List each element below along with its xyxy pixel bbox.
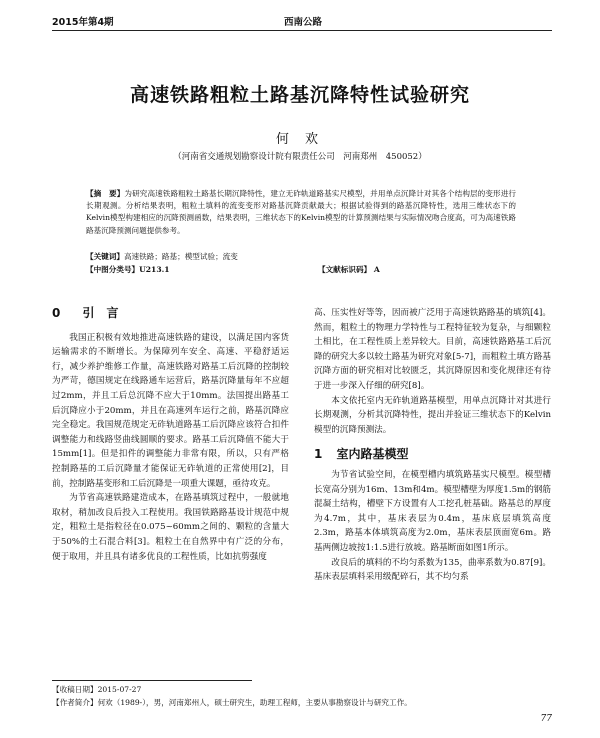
section-title: 引 言 (82, 306, 119, 320)
paragraph: 为节省试验空间，在模型槽内填筑路基实尺模型。模型槽长宽高分别为16m、13m和4m。模型槽壁为厚度1.5m的钢筋混凝土结构，槽壁下方设置有人工挖孔桩基础。路基总的厚度为4.7m，其中，基床表层为0.4m，基床底层填筑高度2.3m，路基本体填筑高度为2.0m，基床表层顶面宽6m。路基两侧边坡按1:1.5进行放坡。路基断面如图1所示。 (314, 469, 551, 553)
clc-label: 【中图分类号】 (86, 265, 140, 274)
keywords-label: 【关键词】 (86, 252, 124, 261)
abstract-label: 【摘 要】 (86, 189, 125, 198)
abstract-text: 为研究高速铁路粗粒土路基长期沉降特性，建立无砟轨道路基实尺模型，并用单点沉降计对其各个结构层的变形进行长期观测。分析结果表明，粗粒土填料的流变变形对路基沉降贡献最大；根据试验得到的路基沉降特性，选用三维状态下的Kelvin模型构建相应的沉降预测函数，结果表明，三维状态下的Kelvin模型的计算预测结果与实际情况吻合度高，可为高速铁路路基沉降预测问题提供参考。 (86, 189, 516, 235)
paper-author: 何 欢 (275, 132, 325, 147)
section-heading-introduction (52, 306, 289, 321)
doc-code-label: 【文献标识码】 (318, 265, 372, 274)
received-date (52, 684, 141, 695)
keywords-text: 高速铁路；路基；模型试验；流变 (123, 252, 238, 261)
journal-issue: 2015年第4期 (52, 17, 114, 28)
paragraph: 改良后的填料的不均匀系数为135，曲率系数为0.87[9]。基床表层填料采用级配碎石，其不均匀系 (314, 557, 551, 583)
author-bio-value: 何欢（1989-），男，河南郑州人，硕士研究生，助理工程师，主要从事勘察设计与研究工作。 (97, 698, 412, 707)
clc-value: U213.1 (139, 265, 170, 274)
received-label: 【收稿日期】 (52, 685, 98, 694)
section-number: 1 (314, 447, 323, 462)
left-column (52, 306, 289, 564)
paragraph: 高、压实性好等等，因而被广泛用于高速铁路路基的填筑[4]。然而，粗粒土的物理力学特性与工程特征较为复杂，与细颗粒土相比，在工程性质上差异较大。目前，高速铁路路基工后沉降的研究大多以较土路基为研究对象[5-7]，而粗粒土填方路基沉降方面的研究相对比较匮乏，其沉降原因和变化规律还有待于进一步深入仔细的研究[8]。 (314, 308, 551, 391)
journal-name: 西南公路 (284, 17, 323, 28)
section-number: 0 (52, 306, 61, 320)
footnote-rule (52, 680, 252, 681)
section-title: 室内路基模型 (336, 447, 409, 462)
author-bio (52, 697, 552, 708)
author-affiliation: （河南省交通规划勘察设计院有限责任公司 河南郑州 450052） (173, 152, 427, 162)
header-rule (52, 30, 552, 31)
paper-title: 高速铁路粗粒土路基沉降特性试验研究 (129, 84, 470, 106)
paragraph: 为节省高速铁路建造成本，在路基填筑过程中，一般就地取材，稍加改良后投入工程使用。我国铁路路基设计规范中规定，粗粒土是指粒径在0.075~60mm之间的、颗粒的含量大于50%的土石混合料[3]。粗粒土在自然界中有广泛的分布，便于取用，并且具有诸多优良的工程性质，比如抗剪强度 (52, 493, 289, 562)
page-number: 77 (540, 714, 552, 724)
right-column (314, 306, 551, 585)
paragraph: 我国正积极有效地推进高速铁路的建设，以满足国内客货运输需求的不断增长。为保障列车安全、高速、平稳舒适运行，减少养护维修工作量，高速铁路对路基工后沉降的控制较为严苛，德国规定在线路通车运营后，路基沉降量每年不应超过2mm，并且工后总沉降不应大于10mm。法国提出路基工后沉降应小于20mm，并且在高速列车运行之前，路基沉降应完全稳定。我国规范规定无砟轨道路基工后沉降应该符合扣件调整能力和线路竖曲线圆顺的要求。路基工后沉降值不能大于15mm[1]。但是扣件的调整能力非常有限，所以，只有严格控制路基的工后沉降量才能保证无砟轨道的正常使用[2]，目前，控制路基变形和工后沉降是一项重大课题，亟待攻克。 (52, 332, 289, 489)
paragraph: 本文依托室内无砟轨道路基模型，用单点沉降计对其进行长期观测，分析其沉降特性，提出并验证三维状态下的Kelvin模型的沉降预测法。 (314, 395, 551, 435)
section-heading-model (314, 447, 551, 462)
author-bio-label: 【作者简介】 (52, 698, 98, 707)
doc-code-value: A (373, 265, 380, 274)
document-code (318, 264, 380, 275)
keywords (86, 251, 238, 262)
clc-number (86, 264, 170, 275)
abstract (86, 188, 516, 237)
received-value: 2015-07-27 (97, 685, 142, 694)
